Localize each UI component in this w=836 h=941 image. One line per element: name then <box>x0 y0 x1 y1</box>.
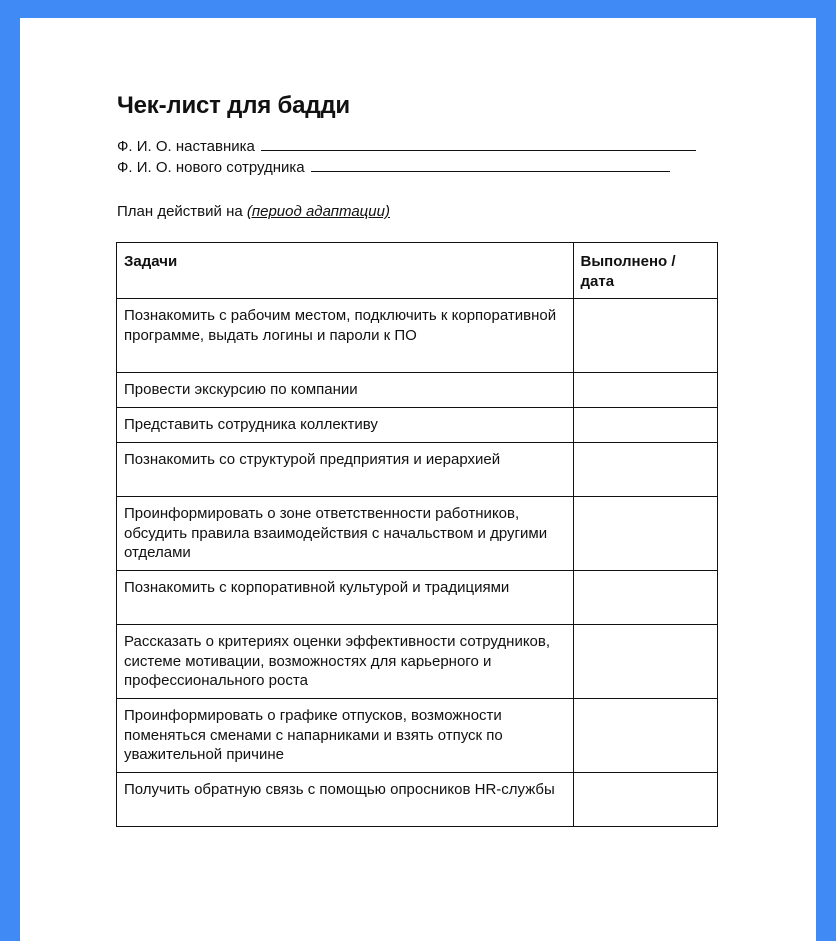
task-cell: Проинформировать о зоне ответственности работников, обсудить правила взаимодействия с начальством и другими отделами <box>117 497 574 571</box>
newcomer-name-blank <box>311 157 670 172</box>
table-row <box>117 443 718 497</box>
buddy-checklist-table <box>116 242 718 827</box>
done-date-cell[interactable] <box>573 773 717 827</box>
task-cell: Проинформировать о графике отпусков, возможности поменяться сменами с напарниками и взять отпуск по уважительной причине <box>117 699 574 773</box>
table-row <box>117 408 718 443</box>
done-column-header: Выполнено / дата <box>573 243 717 299</box>
done-date-cell[interactable] <box>573 497 717 571</box>
newcomer-name-field <box>117 157 670 176</box>
mentor-name-label: Ф. И. О. наставника <box>117 138 255 155</box>
table-row <box>117 773 718 827</box>
done-date-cell[interactable] <box>573 625 717 699</box>
task-cell: Познакомить с корпоративной культурой и традициями <box>117 571 574 625</box>
done-date-cell[interactable] <box>573 373 717 408</box>
adaptation-period: (период адаптации) <box>246 203 390 220</box>
task-cell: Провести экскурсию по компании <box>117 373 574 408</box>
done-date-cell[interactable] <box>573 699 717 773</box>
table-row <box>117 497 718 571</box>
task-cell: Рассказать о критериях оценки эффективности сотрудников, системе мотивации, возможностях для карьерного и профессионального роста <box>117 625 574 699</box>
mentor-name-blank <box>261 136 696 151</box>
done-date-cell[interactable] <box>573 408 717 443</box>
plan-prefix: План действий на <box>117 203 243 220</box>
done-date-cell[interactable] <box>573 443 717 497</box>
done-date-cell[interactable] <box>573 571 717 625</box>
newcomer-name-label: Ф. И. О. нового сотрудника <box>117 159 305 176</box>
task-cell: Познакомить с рабочим местом, подключить к корпоративной программе, выдать логины и пароли к ПО <box>117 299 574 373</box>
table-row <box>117 299 718 373</box>
done-date-cell[interactable] <box>573 299 717 373</box>
table-row <box>117 625 718 699</box>
table-row <box>117 699 718 773</box>
task-cell: Познакомить со структурой предприятия и иерархией <box>117 443 574 497</box>
table-header-row <box>117 243 718 299</box>
task-cell: Представить сотрудника коллективу <box>117 408 574 443</box>
table-row <box>117 373 718 408</box>
mentor-name-field <box>117 136 696 155</box>
document-title: Чек-лист для бадди <box>117 92 350 119</box>
tasks-column-header: Задачи <box>117 243 574 299</box>
task-cell: Получить обратную связь с помощью опросников HR-службы <box>117 773 574 827</box>
table-row <box>117 571 718 625</box>
action-plan-line <box>117 203 390 220</box>
document-page <box>20 18 816 941</box>
